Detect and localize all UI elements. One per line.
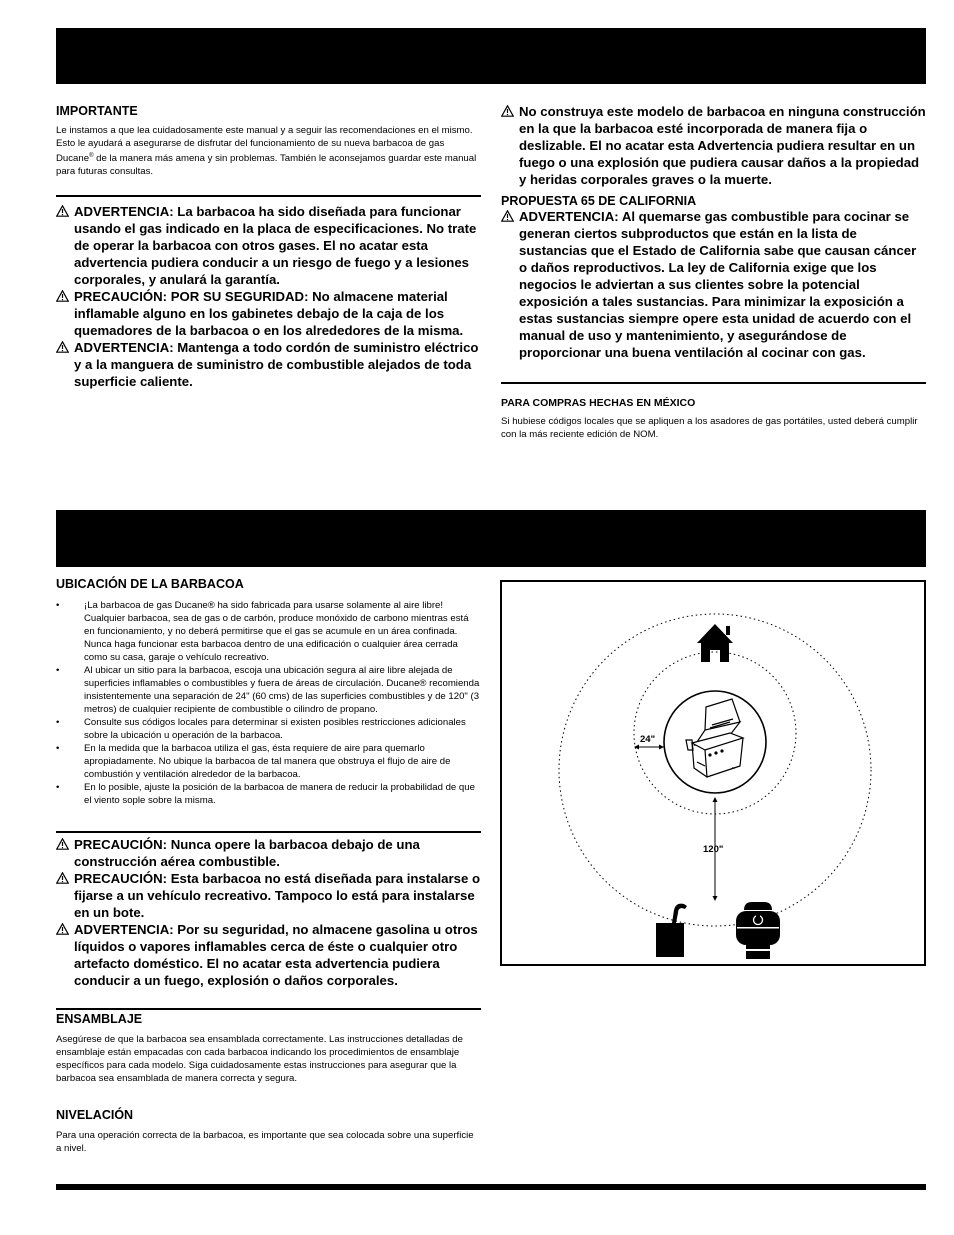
warning-gasoline: ADVERTENCIA: Por su seguridad, no almacene gasolina u otros líquidos o vapores inflamables cerca de éste o cualquier otro artefacto doméstico. El no acatar esta advertencia pudiera conducir a un fuego, explosión o daños corporales. <box>56 921 481 989</box>
nivelacion-text: Para una operación correcta de la barbacoa, es importante que sea colocada sobre una superficie a nivel. <box>56 1130 474 1154</box>
bottom-rule <box>56 1184 926 1190</box>
warning-triangle-icon <box>56 923 69 935</box>
divider-rule <box>56 831 481 833</box>
nivelacion-heading: NIVELACIÓN <box>56 1108 134 1122</box>
ensamblaje-text: Asegúrese de que la barbacoa sea ensamblada correctamente. Las instrucciones detalladas de ensamblaje están empacadas con cada barbacoa indicando los procedimientos de ensamblaje específicos para cada modelo. Siga cuidadosamente estas instrucciones para asegurar que la barbacoa sea ensamblada de manera correcta y segura. <box>56 1034 463 1084</box>
list-item: • ¡La barbacoa de gas Ducane® ha sido fabricada para usarse solamente al aire libre! Cualquier barbacoa, sea de gas o de carbón, produce monóxido de carbono mientras está en funcionamiento, y no deberá permitirse que el gas se acumule en un área confinada. Nunca haga funcionar esta barbacoa dentro de una edificación o cualquier área cerrada como su casa, garaje o vehículo recreativo. <box>56 599 481 664</box>
list-item: • Consulte sus códigos locales para determinar si existen posibles restricciones adicionales sobre la ubicación u operación de la barbacoa. <box>56 716 481 742</box>
mexico-block <box>501 397 926 441</box>
warning-triangle-icon <box>501 105 514 117</box>
ubicacion-bullets <box>56 599 481 807</box>
warning-gas-type: ADVERTENCIA: La barbacoa ha sido diseñada para funcionar usando el gas indicado en la placa de especificaciones. No trate de operar la barbacoa con otros gases. El no acatar esta advertencia pudiera conducir a un riesgo de fuego y a lesiones corporales, y anulará la garantía. <box>56 203 481 288</box>
section2-warnings <box>56 836 481 989</box>
ensamblaje-block <box>56 1012 481 1085</box>
warning-triangle-icon <box>56 872 69 884</box>
label-24: 24" <box>640 734 656 745</box>
warning-triangle-icon <box>56 205 69 217</box>
warning-rv-boat: PRECAUCIÓN: Esta barbacoa no está diseñada para instalarse o fijarse a un vehículo recreativo. Tampoco lo está para instalarse en un bote. <box>56 870 481 921</box>
clearance-diagram <box>500 580 926 966</box>
importante-heading: IMPORTANTE <box>56 104 138 118</box>
section2-left-column <box>56 577 481 807</box>
ensamblaje-heading: ENSAMBLAJE <box>56 1012 143 1026</box>
clearance-diagram-svg <box>500 580 926 966</box>
ubicacion-heading: UBICACIÓN DE LA BARBACOA <box>56 577 244 591</box>
warning-triangle-icon <box>56 838 69 850</box>
section1-left-column <box>56 104 481 178</box>
warning-cord-hose: ADVERTENCIA: Mantenga a todo cordón de suministro eléctrico y a la manguera de suministro de combustible alejados de toda superficie caliente. <box>56 339 481 390</box>
warning-flammable-storage: PRECAUCIÓN: POR SU SEGURIDAD: No almacene material inflamable alguno en los gabinetes debajo de la caja de los quemadores de la barbacoa o en los alrededores de la misma. <box>56 288 481 339</box>
warning-triangle-icon <box>501 210 514 222</box>
label-120: 120" <box>703 844 724 855</box>
section-header-bar-top <box>56 28 926 84</box>
list-item: • En la medida que la barbacoa utiliza el gas, ésta requiere de aire para quemarlo apropiadamente. No ubique la barbacoa de tal manera que obstruya el flujo de aire de combustión y ventilación alrededor de la barbacoa. <box>56 742 481 781</box>
mexico-text: Si hubiese códigos locales que se apliquen a los asadores de gas portátiles, usted deberá cumplir con la más reciente edición de NOM. <box>501 416 918 440</box>
divider-rule <box>56 195 481 197</box>
importante-text: Le instamos a que lea cuidadosamente este manual y a seguir las recomendaciones en el mismo. Esto le ayudará a asegurarse de disfrutar del funcionamiento de su nueva barbacoa de gas Ducane® de la manera más amena y sin problemas. También le aconsejamos guardar este manual para futuras consultas. <box>56 125 477 178</box>
left-warnings <box>56 203 481 390</box>
list-item: • Al ubicar un sitio para la barbacoa, escoja una ubicación segura al aire libre alejada de superficies inflamables o combustibles y fuera de áreas de circulación. Ducane® recomienda insistentemente una separación de 24" (60 cms) de las superficies combustibles y de 120" (3 metros) de cualquier recipiente de combustible o cilindro de propano. <box>56 664 481 716</box>
warning-triangle-icon <box>56 341 69 353</box>
nivelacion-block <box>56 1108 481 1155</box>
warning-prop65: ADVERTENCIA: Al quemarse gas combustible para cocinar se generan ciertos subproductos que están en la lista de sustancias que el Estado de California sabe que causan cáncer o daños reproductivos. La ley de California exige que los negocios le adviertan a sus clientes sobre la potencial exposición a tales sustancias. Para minimizar la exposición a estas sustancias siempre opere esta unidad de acuerdo con el manual de uso y mantenimiento, y asegurándose de proporcionar una buena ventilación al cocinar con gas. <box>501 208 926 361</box>
section-header-bar-middle <box>56 510 926 567</box>
warning-triangle-icon <box>56 290 69 302</box>
section1-right-column <box>501 103 926 361</box>
mexico-heading: PARA COMPRAS HECHAS EN MÉXICO <box>501 397 696 409</box>
prop65-heading: PROPUESTA 65 DE CALIFORNIA <box>501 194 697 208</box>
divider-rule <box>501 382 926 384</box>
warning-built-in: No construya este modelo de barbacoa en ninguna construcción en la que la barbacoa esté incorporada de manera fija o deslizable. El no acatar esta Advertencia pudiera resultar en un fuego o una explosión que pudiera causar daños a la propiedad y heridas corporales graves o la muerte. <box>501 103 926 188</box>
list-item: • En lo posible, ajuste la posición de la barbacoa de manera de reducir la probabilidad de que el viento sople sobre la misma. <box>56 781 481 807</box>
warning-overhead: PRECAUCIÓN: Nunca opere la barbacoa debajo de una construcción aérea combustible. <box>56 836 481 870</box>
divider-rule <box>56 1008 481 1010</box>
